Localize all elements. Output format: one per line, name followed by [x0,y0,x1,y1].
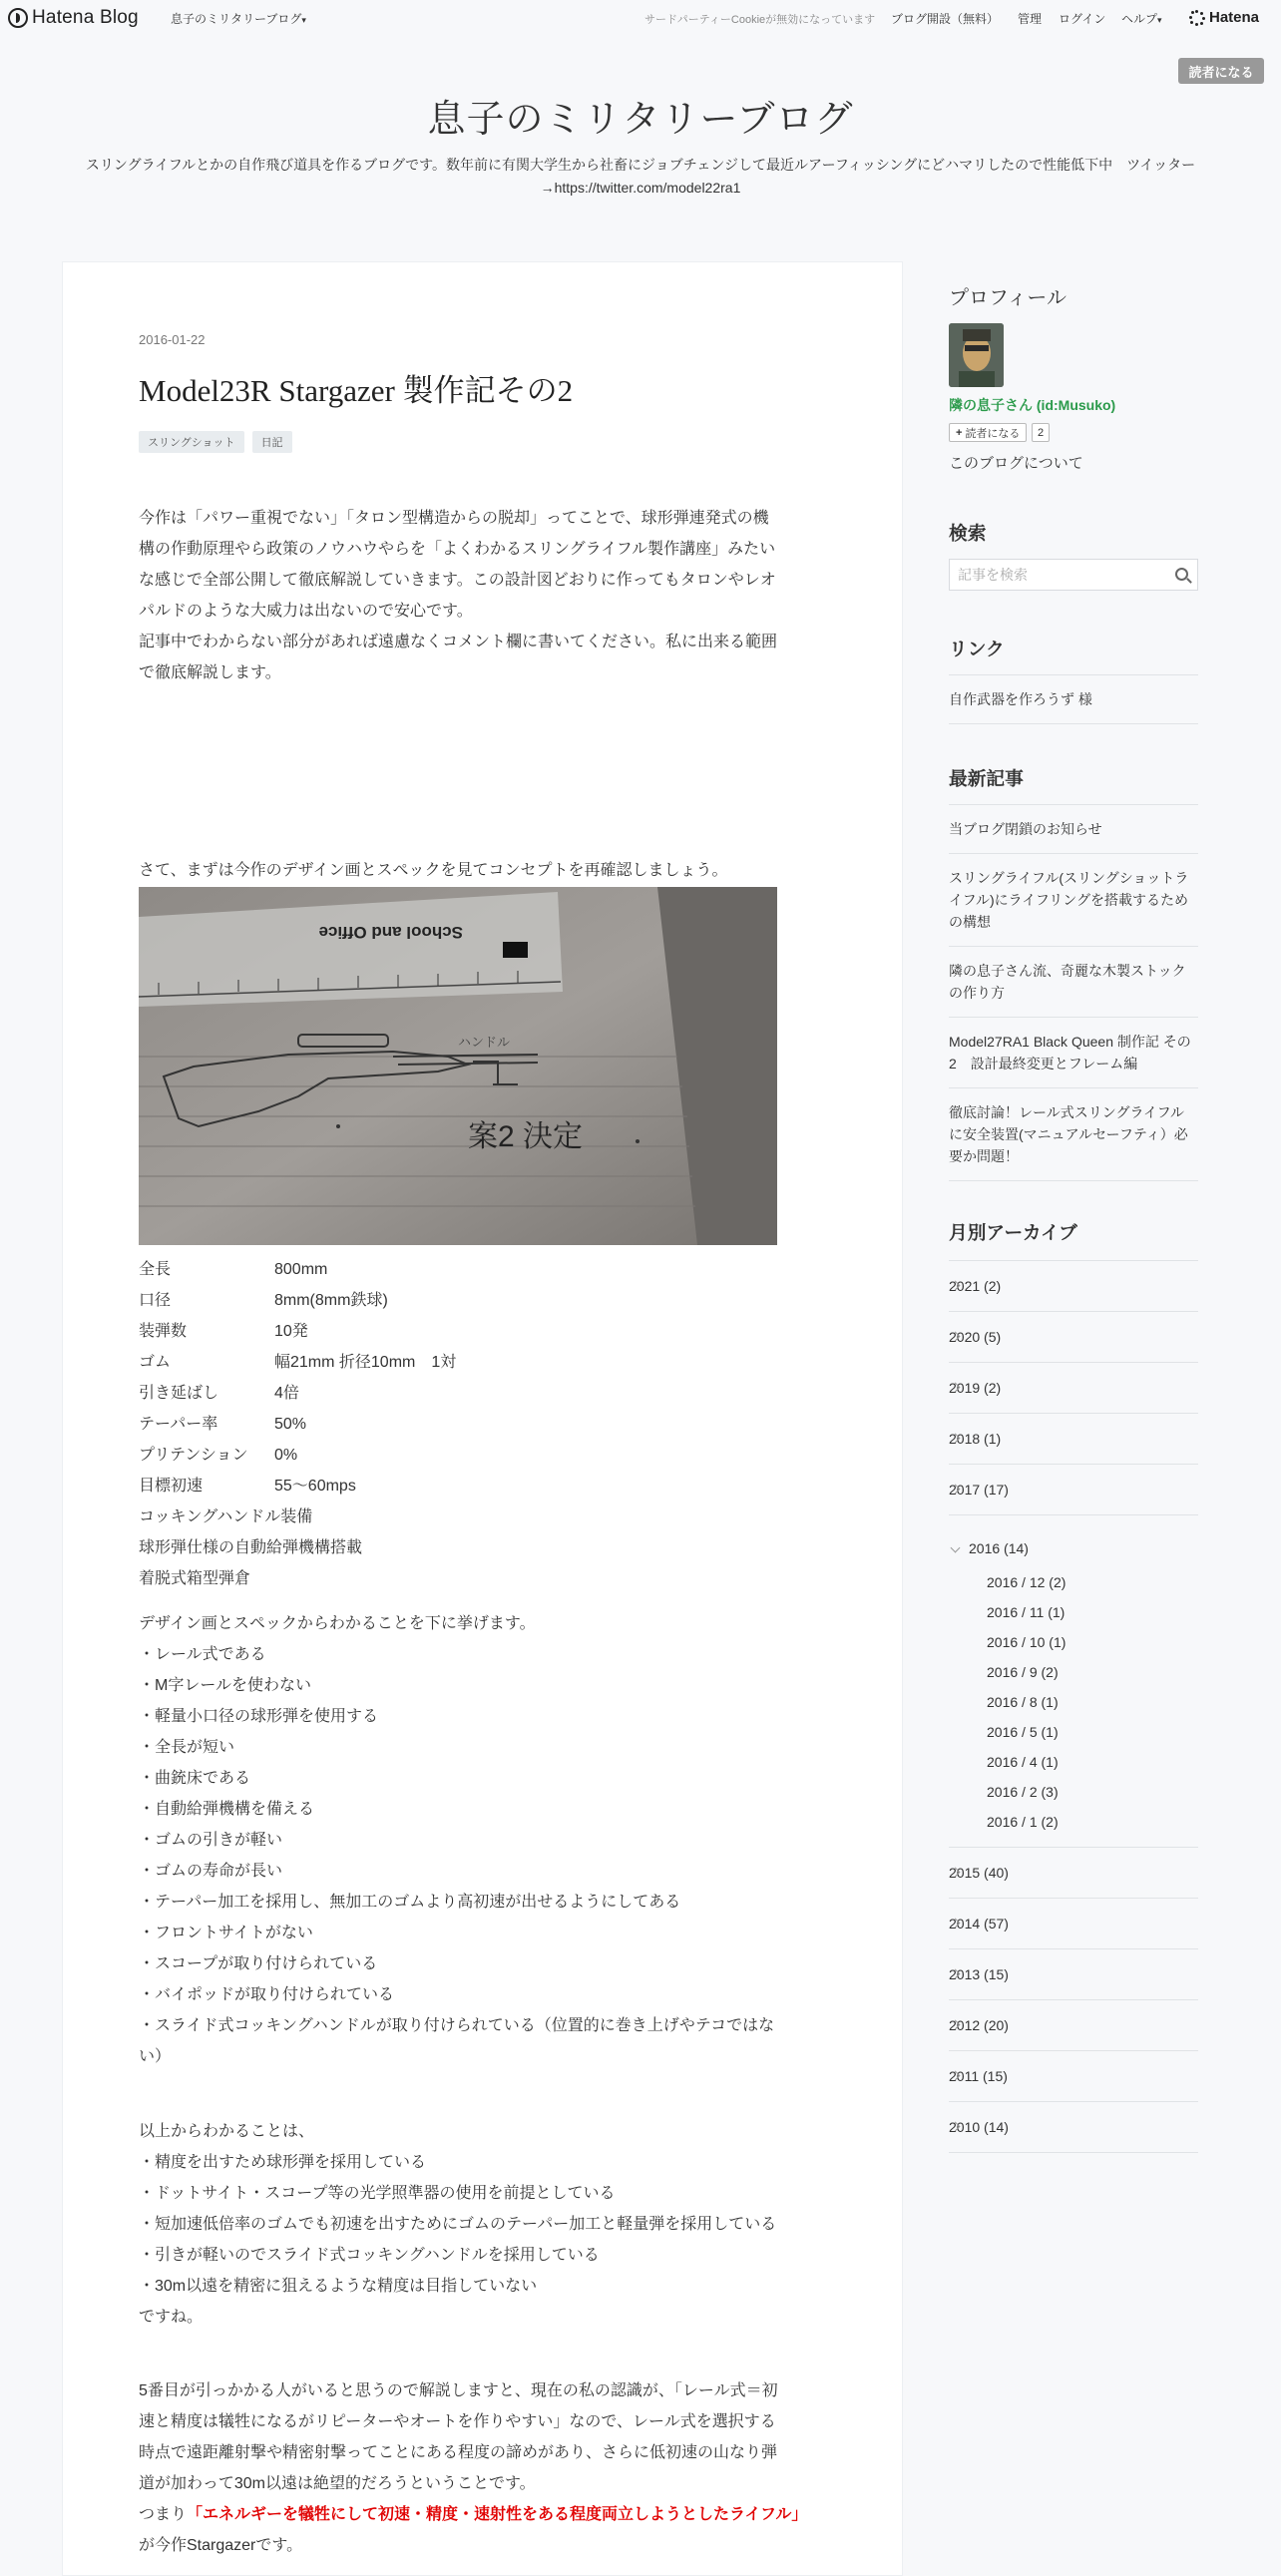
spec-row [139,1254,456,1285]
archive-list [949,1260,1198,2153]
search-heading: 検索 [949,523,987,544]
search-input[interactable] [950,560,1159,590]
spec-row [139,1378,456,1409]
article-title[interactable]: Model23R Stargazer 製作記その2 [139,373,574,408]
design-sketch-photo [139,887,777,1245]
summary-prefix: つまり [139,2506,188,2523]
spec-value: 50% [274,1416,307,1433]
archive-month[interactable]: 2016 / 12 (2) [987,1574,1067,1590]
spec-key: 目標初速 [139,1478,204,1495]
archive-year-expanded [949,1515,1198,1848]
feature-item: ・スコープが取り付けられている [139,1955,378,1972]
archive-year[interactable] [949,2051,1198,2102]
archive-month[interactable]: 2016 / 10 (1) [987,1634,1067,1650]
text-line: 時点で遠距離射撃や精密射撃ってことにある程度の諦めがあり、さらに低初速の山なり弾 [139,2444,778,2461]
archive-year-label: 2014 (57) [949,1916,1009,1932]
conclusion-item: ・精度を出すため球形弾を採用している [139,2154,427,2171]
summary-suffix: が今作Stargazerです。 [139,2537,303,2554]
spec-value: 4倍 [274,1385,299,1402]
feature-item: ・全長が短い [139,1739,235,1756]
spec-value: 8mm(8mm鉄球) [274,1292,388,1309]
archive-month[interactable]: 2016 / 1 (2) [987,1814,1059,1830]
text-line: パルドのような大威力は出ないので安心です。 [139,603,473,620]
archive-year[interactable] [949,1465,1198,1515]
link-item[interactable]: 自作武器を作ろうず 様 [949,675,1198,724]
spec-row [139,1471,456,1502]
profile-heading: プロフィール [949,287,1067,309]
text-line: で徹底解説します。 [139,664,281,681]
spec-key: 装弾数 [139,1323,188,1340]
hatena-blog-logo-text: Hatena Blog [32,7,139,28]
recent-entry[interactable]: スリングライフル(スリングショットライフル)にライフリングを搭載するための構想 [949,854,1198,947]
conclusion-end: ですね。 [139,2309,204,2326]
spec-value: 10発 [274,1323,308,1340]
feature-item: ・ゴムの引きが軽い [139,1832,283,1849]
archive-heading: 月別アーカイブ [949,1222,1077,1243]
spec-extra: 着脱式箱型弾倉 [139,1570,251,1587]
links-heading: リンク [949,639,1005,659]
conclusion-item: ・30m以遠を精密に狙えるような精度は目指していない [139,2278,538,2295]
feature-item: ・軽量小口径の球形弾を使用する [139,1708,379,1725]
spec-value: 0% [274,1447,298,1464]
text-line: 5番目が引っかかる人がいると思うので解説しますと、現在の私の認識が、「レール式＝初 [139,2382,778,2399]
feature-item: い） [139,2048,172,2065]
spec-key: 引き延ばし [139,1385,219,1402]
feature-item: ・M字レールを使わない [139,1677,312,1694]
avatar[interactable] [949,323,1004,387]
archive-year[interactable] [949,2000,1198,2051]
manage-link[interactable]: 管理 [1018,12,1043,26]
archive-year-label: 2011 (15) [949,2068,1008,2084]
about-blog-link[interactable]: このブログについて [949,455,1083,472]
spec-extra: コッキングハンドル装備 [139,1508,313,1525]
archive-month[interactable]: 2016 / 2 (3) [987,1784,1059,1800]
avatar-image [949,323,1004,387]
login-link[interactable]: ログイン [1059,12,1106,26]
text-line: 今作は「パワー重視でない」「タロン型構造からの脱却」ってことで、球形弾連発式の機 [139,510,769,527]
intro-paragraph [139,503,827,688]
spec-row [139,1440,456,1471]
archive-year[interactable] [949,1899,1198,1949]
subscribe-button[interactable]: 読者になる [1178,58,1264,84]
spec-key: プリテンション [139,1447,248,1464]
help-label: ヘルプ [1121,12,1158,26]
spec-value: 55〜60mps [274,1478,356,1495]
archive-year[interactable] [949,1848,1198,1899]
archive-year[interactable] [949,1312,1198,1363]
hatena-dots-icon [1189,10,1205,26]
follow-button[interactable] [949,423,1027,442]
global-header [0,0,1281,36]
recent-list [949,804,1198,1181]
hatena-blog-logo[interactable] [8,7,139,29]
archive-year-label: 2010 (14) [949,2119,1009,2135]
plus-icon: + [956,426,963,439]
category-tag[interactable]: スリングショット [139,431,244,453]
archive-year[interactable] [949,1414,1198,1465]
search-icon[interactable] [1175,568,1188,581]
archive-year[interactable] [949,1261,1198,1312]
category-list [139,431,292,453]
archive-year-label: 2019 (2) [949,1380,1002,1396]
blog-menu-dropdown[interactable] [171,10,306,27]
archive-year-label: 2017 (17) [949,1482,1009,1498]
feature-item: ・スライド式コッキングハンドルが取り付けられている（位置的に巻き上げやテコではな [139,2017,775,2034]
help-menu[interactable] [1121,10,1162,27]
spec-row [139,1409,456,1440]
spec-key: 口径 [139,1292,172,1309]
summary-line [139,2499,827,2530]
archive-year-toggle[interactable] [949,1528,1198,1567]
spec-key: ゴム [139,1354,172,1371]
open-blog-link[interactable]: ブログ開設（無料） [891,12,1000,26]
spec-value: 800mm [274,1261,328,1278]
category-tag[interactable]: 日記 [252,431,292,453]
features-section [139,1608,827,2072]
feature-item: ・自動給弾機構を備える [139,1801,315,1818]
feature-item: ・ゴムの寿命が長い [139,1863,283,1880]
cookie-notice: サードパーティーCookieが無効になっています [644,14,876,26]
recent-heading: 最新記事 [949,768,1024,789]
feature-item: ・バイポッドが取り付けられている [139,1986,395,2003]
conclusion-section [139,2116,827,2333]
archive-year-label: 2012 (20) [949,2017,1009,2033]
design-intro: さて、まずは今作のデザイン画とスペックを見てコンセプトを再確認しましょう。 [139,862,728,879]
conclusion-item: ・ドットサイト・スコープ等の光学照準器の使用を前提としている [139,2185,616,2202]
text-line: な感じで全部公開して徹底解説していきます。この設計図どおりに作ってもタロンやレオ [139,572,776,589]
ruler-brand-text: School and Office [318,923,463,942]
text-line: 道が加わって30m以遠は絶望的だろうということです。 [139,2475,536,2492]
feature-item: ・テーパー加工を採用し、無加工のゴムより高初速が出せるようにしてある [139,1894,681,1911]
spec-table [139,1254,456,1594]
text-line: 構の作動原理やら政策のノウハウやらを「よくわかるスリングライフル製作講座」みたい [139,541,776,558]
archive-month[interactable]: 2016 / 8 (1) [987,1694,1059,1710]
archive-month[interactable]: 2016 / 5 (1) [987,1724,1059,1740]
recent-entry[interactable]: Model27RA1 Black Queen 制作記 その2 設計最終変更とフレーム編 [949,1018,1198,1088]
blog-title[interactable]: 息子のミリタリーブログ [427,99,854,141]
conclusion-intro: 以上からわかることは、 [139,2123,315,2140]
archive-year-label: 2015 (40) [949,1865,1009,1881]
design-sketch-image [139,887,777,1245]
conclusion-item: ・引きが軽いのでスライド式コッキングハンドルを採用している [139,2247,600,2264]
blog-description: スリングライフルとかの自作飛び道具を作るブログです。数年前に有関大学生から社畜にジョブチェンジして最近ルアーフィッシングにどハマリしたので性能低下中 ツイッター→https://twitter.com/model22ra1 [85,157,1196,196]
archive-year-label: 2013 (15) [949,1966,1009,1982]
archive-month[interactable]: 2016 / 4 (1) [987,1754,1059,1770]
feature-item: ・レール式である [139,1646,266,1663]
hatena-brand-link[interactable] [1189,9,1259,26]
summary-highlight: 「エネルギーを犠牲にして初速・精度・速射性をある程度両立しようとしたライフル」 [187,2506,808,2523]
chevron-down-icon [951,1543,961,1553]
hatena-brand-text: Hatena [1209,9,1260,26]
feature-item: ・曲銃床である [139,1770,251,1787]
spec-key: 全長 [139,1261,172,1278]
caret-down-icon: ▾ [1157,15,1162,25]
hatena-blog-logo-icon [8,8,28,28]
archive-year-label: 2020 (5) [949,1329,1002,1345]
features-intro: デザイン画とスペックからわかることを下に挙げます。 [139,1615,536,1632]
archive-year-label: 2018 (1) [949,1431,1002,1447]
explanation-section [139,2375,827,2561]
conclusion-item: ・短加速低倍率のゴムでも初速を出すためにゴムのテーパー加工と軽量弾を採用している [139,2216,777,2233]
spec-value: 幅21mm 折径10mm 1対 [274,1354,457,1371]
archive-month[interactable]: 2016 / 11 (1) [987,1604,1066,1620]
caret-down-icon: ▾ [301,15,306,25]
follow-label: 読者になる [965,427,1021,440]
archive-year-label: 2021 (2) [949,1278,1002,1294]
search-box [949,559,1198,591]
recent-entry[interactable]: 当ブログ閉鎖のお知らせ [949,805,1198,854]
article-date[interactable]: 2016-01-22 [139,332,206,347]
spec-row [139,1285,456,1316]
archive-month[interactable]: 2016 / 9 (2) [987,1664,1059,1680]
archive-year[interactable] [949,1949,1198,2000]
follower-count[interactable]: 2 [1032,423,1050,442]
recent-entry[interactable]: 隣の息子さん流、奇麗な木製ストックの作り方 [949,947,1198,1018]
handle-note: ハンドル [458,1035,511,1050]
text-line: 記事中でわからない部分があれば遠慮なくコメント欄に書いてください。私に出来る範囲 [139,634,778,650]
archive-year[interactable] [949,1363,1198,1414]
recent-entry[interactable]: 徹底討論！レール式スリングライフルに安全装置(マニュアルセーフティ）必要か問題！ [949,1088,1198,1181]
feature-item: ・フロントサイトがない [139,1925,313,1941]
profile-name-link[interactable]: 隣の息子さん (id:Musuko) [949,397,1116,413]
spec-row [139,1347,456,1378]
links-list [949,674,1198,724]
text-line: 速と精度は犠牲になるがリピーターやオートを作りやすい」なので、レール式を選択する [139,2413,776,2430]
spec-extra: 球形弾仕様の自動給弾機構搭載 [139,1539,363,1556]
archive-year[interactable] [949,2102,1198,2153]
spec-key: テーパー率 [139,1416,218,1433]
spec-row [139,1316,456,1347]
blog-menu-label: 息子のミリタリーブログ [171,12,302,26]
archive-year-label: 2016 (14) [969,1539,1029,1556]
sketch-note: 案2 決定 [468,1120,584,1153]
